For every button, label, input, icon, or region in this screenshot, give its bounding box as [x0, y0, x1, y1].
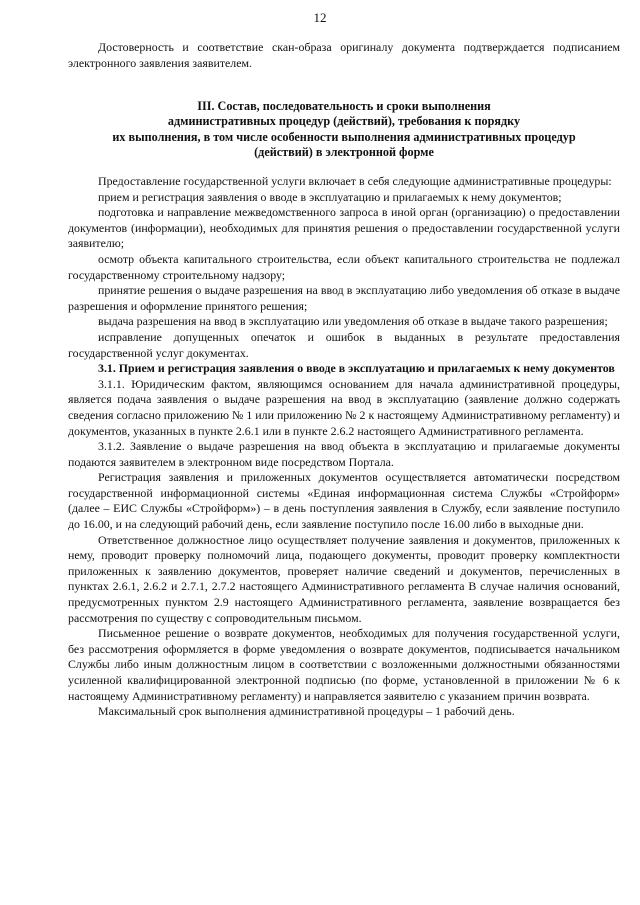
section-heading: [68, 99, 620, 161]
procedure-item: прием и регистрация заявления о вводе в эксплуатацию и прилагаемых к нему документов;: [98, 189, 562, 204]
intro-paragraph: Достоверность и соответствие скан-образа оригиналу документа подтверждается подписанием электронного заявления заявителем.: [68, 40, 620, 70]
section-heading-line: административных процедур (действий), требования к порядку: [167, 114, 521, 129]
procedure-item: принятие решения о выдаче разрешения на ввод в эксплуатацию либо уведомления об отказе в выдаче разрешения и оформление принятого решения;: [68, 283, 620, 313]
paragraph-responsible: Ответственное должностное лицо осуществляет получение заявления и документов, приложенных к нему, проводит проверку полномочий лица, подающего документы, проводит проверку комплектности приложенных к заявлению документов, проверяет наличие сведений и документов, перечисленных в пунктах 2.6.1, 2.6.2 и 2.7.1, 2.7.2 настоящего Административного регламента В случае наличия оснований, предусмотренных пунктом 2.9 настоящего Административного регламента, заявление возвращается без рассмотрения по существу с сопроводительным письмом.: [68, 532, 620, 625]
procedure-item: выдача разрешения на ввод в эксплуатацию или уведомления об отказе в выдаче такого разрешения;: [98, 314, 608, 329]
paragraph-deadline: Максимальный срок выполнения административной процедуры – 1 рабочий день.: [98, 704, 515, 719]
page-number: 12: [313, 10, 327, 25]
procedure-item: осмотр объекта капитального строительства, если объект капитального строительства не подлежал государственному строительному надзору;: [68, 251, 620, 282]
paragraph-return: Письменное решение о возврате документов, необходимых для получения государственной услуги, без рассмотрения оформляется в форме уведомления о возврате документов, подписывается начальником Службы либо иным должностным лицом в соответствии с возложенными должностными обязанностями усиленной квалифицированной электронной подписью (по форме, установленной в приложении № 6 к настоящему Административному регламенту) и направляется заявителю с указанием причин возврата.: [68, 626, 620, 703]
paragraph-3-1-2: 3.1.2. Заявление о выдаче разрешения на ввод объекта в эксплуатацию и прилагаемые документы подаются заявителем в электронном виде посредством Портала.: [68, 439, 620, 469]
paragraph-registration: Регистрация заявления и приложенных документов осуществляется автоматически посредством государственной информационной системы «Единая информационная система Службы «Стройформ» (далее – ЕИС Службы «Стройформ») – в день поступления заявления в Службу, если заявление поступило до 16.00, и на следующий рабочий день, если заявление поступило после 16.00 либо в выходные дни.: [68, 470, 620, 532]
procedures-lead: Предоставление государственной услуги включает в себя следующие административные процедуры:: [98, 174, 612, 188]
subsection-heading: 3.1. Прием и регистрация заявления о вводе в эксплуатацию и прилагаемых к нему документов: [98, 361, 615, 376]
procedure-item: исправление допущенных опечаток и ошибок в выданных в результате предоставления государственной услуг документах.: [68, 329, 620, 360]
section-heading-line: III. Состав, последовательность и сроки выполнения: [197, 99, 491, 113]
intro-block: [68, 40, 620, 71]
section-heading-line: (действий) в электронной форме: [254, 145, 434, 160]
procedures-block: [68, 174, 620, 720]
section-heading-line: их выполнения, в том числе особенности выполнения административных процедур: [112, 129, 576, 144]
procedure-item: подготовка и направление межведомственного запроса в иной орган (организацию) о предоставлении документов (информации), необходимых для принятия решения о предоставлении государственной услуги заявителю;: [68, 205, 620, 251]
paragraph-3-1-1: 3.1.1. Юридическим фактом, являющимся основанием для начала административной процедуры, является подача заявления о выдаче разрешения на ввод в эксплуатацию (заявление должно содержать сведения согласно приложению № 1 или приложению № 2 к настоящему Административному регламенту) и документов, указанных в пункте 2.6.1 или в пункте 2.6.2 настоящего Административного регламента.: [68, 376, 620, 438]
